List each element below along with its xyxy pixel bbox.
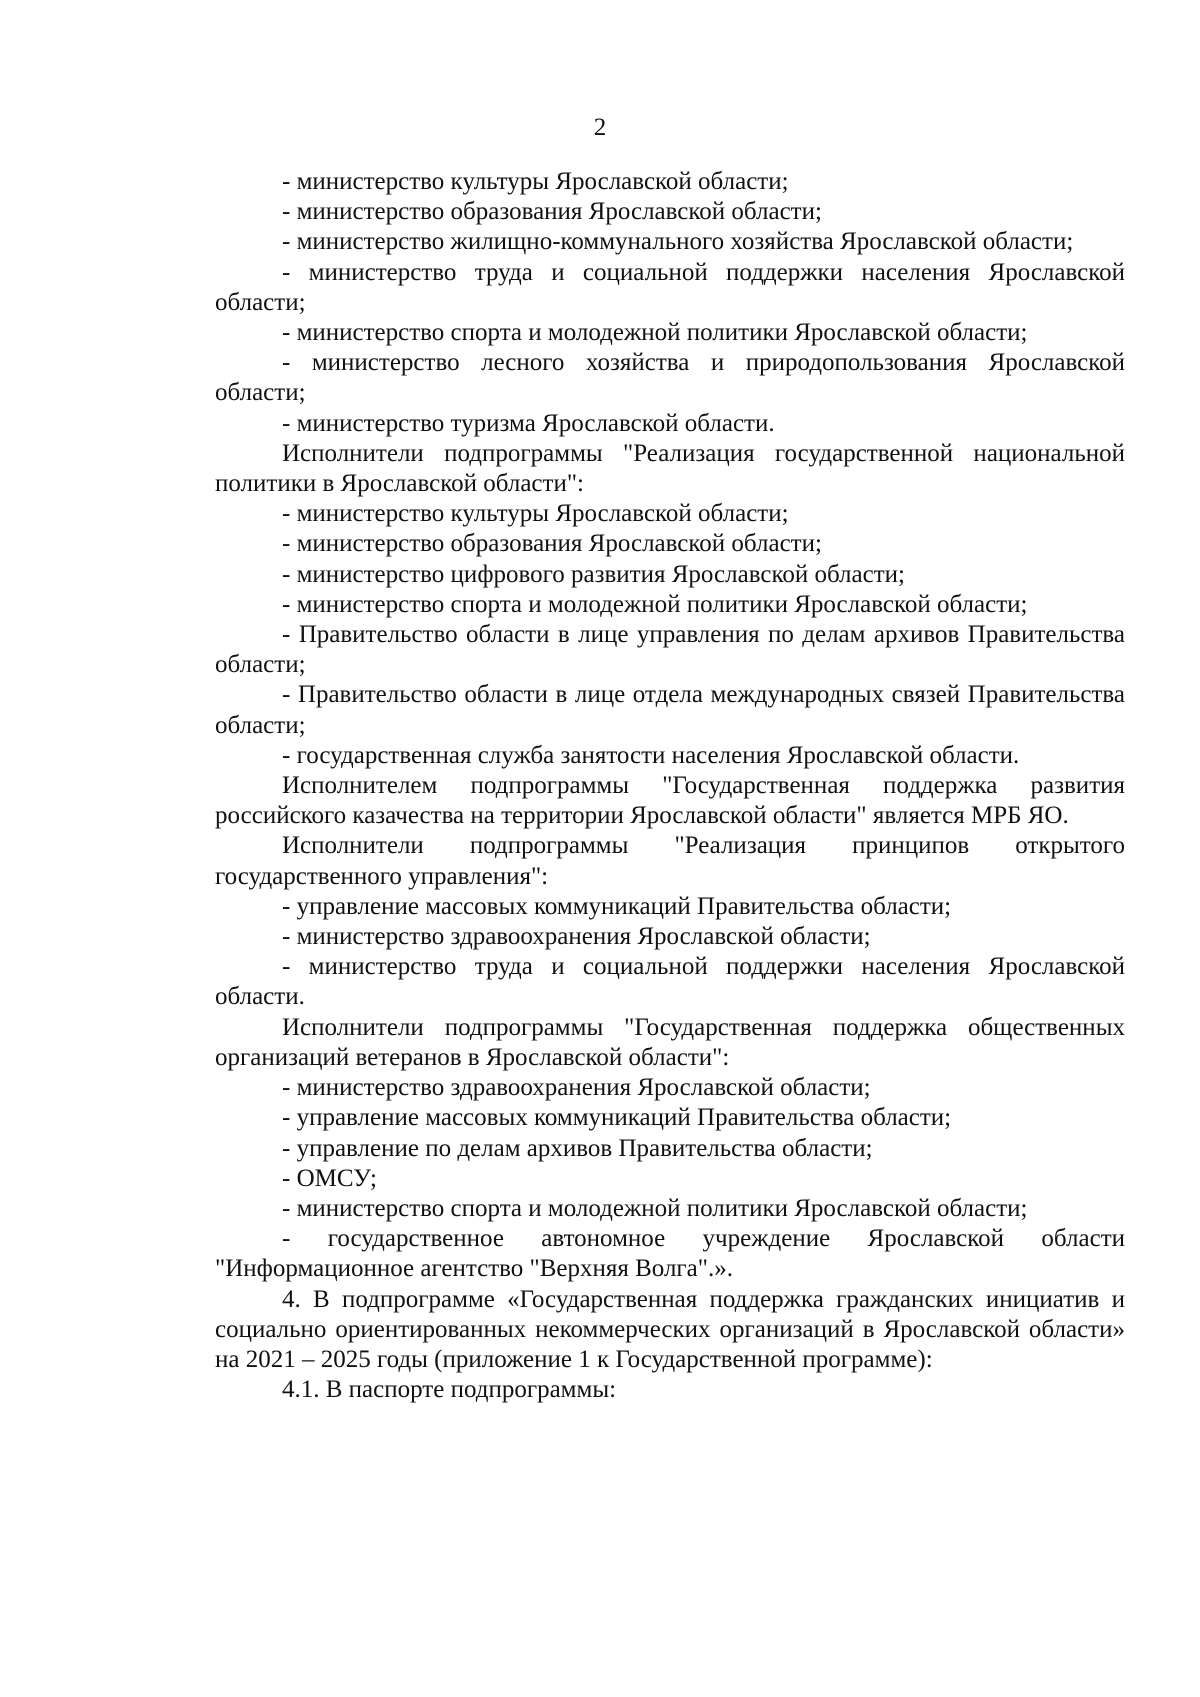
list-item-ministry-health-2: - министерство здравоохранения Ярославской области; [282,1074,871,1102]
paragraph-open-government-executors: Исполнители подпрограммы "Реализация принципов открытого государственного управления": [215,832,1125,890]
list-item-ministry-labor: - министерство труда и социальной поддержки населения Ярославской области; [215,258,1125,316]
list-item-ministry-forestry: - министерство лесного хозяйства и природопользования Ярославской области; [215,349,1125,407]
list-item-archives-department: - управление по делам архивов Правительства области; [282,1134,873,1162]
list-item-ministry-culture: - министерство культуры Ярославской области; [282,168,789,195]
list-item-ministry-sport-2: - министерство спорта и молодежной политики Ярославской области; [282,590,1028,618]
document-body [215,167,1125,1405]
list-item-ministry-tourism: - министерство туризма Ярославской области. [282,409,775,437]
list-item-mass-communications-2: - управление массовых коммуникаций Правительства области; [282,1104,952,1132]
list-item-ministry-sport-3: - министерство спорта и молодежной политики Ярославской области; [282,1194,1028,1222]
list-item-ministry-labor-2: - министерство труда и социальной поддержки населения Ярославской области. [215,953,1125,1011]
list-item-ministry-education-2: - министерство образования Ярославской области; [282,530,822,558]
page-number: 2 [593,114,607,141]
paragraph-section-4: 4. В подпрограмме «Государственная поддержка гражданских инициатив и социально ориентированных некоммерческих организаций в Ярославской области» на 2021 – 2025 годы (приложение 1 к Государственной программе): [215,1285,1125,1373]
list-item-ministry-health: - министерство здравоохранения Ярославской области; [282,923,871,951]
list-item-ministry-sport: - министерство спорта и молодежной политики Ярославской области; [282,319,1028,347]
list-item-government-international: - Правительство области в лице отдела международных связей Правительства области; [215,681,1125,739]
paragraph-cossacks-executor: Исполнителем подпрограммы "Государственная поддержка развития российского казачества на территории Ярославской области" является МРБ ЯО. [215,772,1125,830]
list-item-omsu: - ОМСУ; [282,1164,377,1192]
paragraph-national-policy-executors: Исполнители подпрограммы "Реализация государственной национальной политики в Ярославской области": [215,439,1125,498]
list-item-news-agency: - государственное автономное учреждение Ярославской области "Информационное агентство "Верхняя Волга".». [215,1225,1125,1283]
paragraph-veterans-executors: Исполнители подпрограммы "Государственная поддержка общественных организаций ветеранов в Ярославской области": [215,1013,1125,1071]
paragraph-section-4-1: 4.1. В паспорте подпрограммы: [282,1376,617,1404]
list-item-government-archives: - Правительство области в лице управления по делам архивов Правительства области; [215,621,1125,679]
list-item-ministry-housing: - министерство жилищно-коммунального хозяйства Ярославской области; [282,228,1074,256]
list-item-ministry-education: - министерство образования Ярославской области; [282,198,822,226]
list-item-employment-service: - государственная служба занятости населения Ярославской области. [282,741,1020,769]
list-item-mass-communications: - управление массовых коммуникаций Правительства области; [282,892,952,920]
list-item-ministry-digital: - министерство цифрового развития Ярославской области; [282,560,905,588]
list-item-ministry-culture-2: - министерство культуры Ярославской области; [282,500,789,528]
